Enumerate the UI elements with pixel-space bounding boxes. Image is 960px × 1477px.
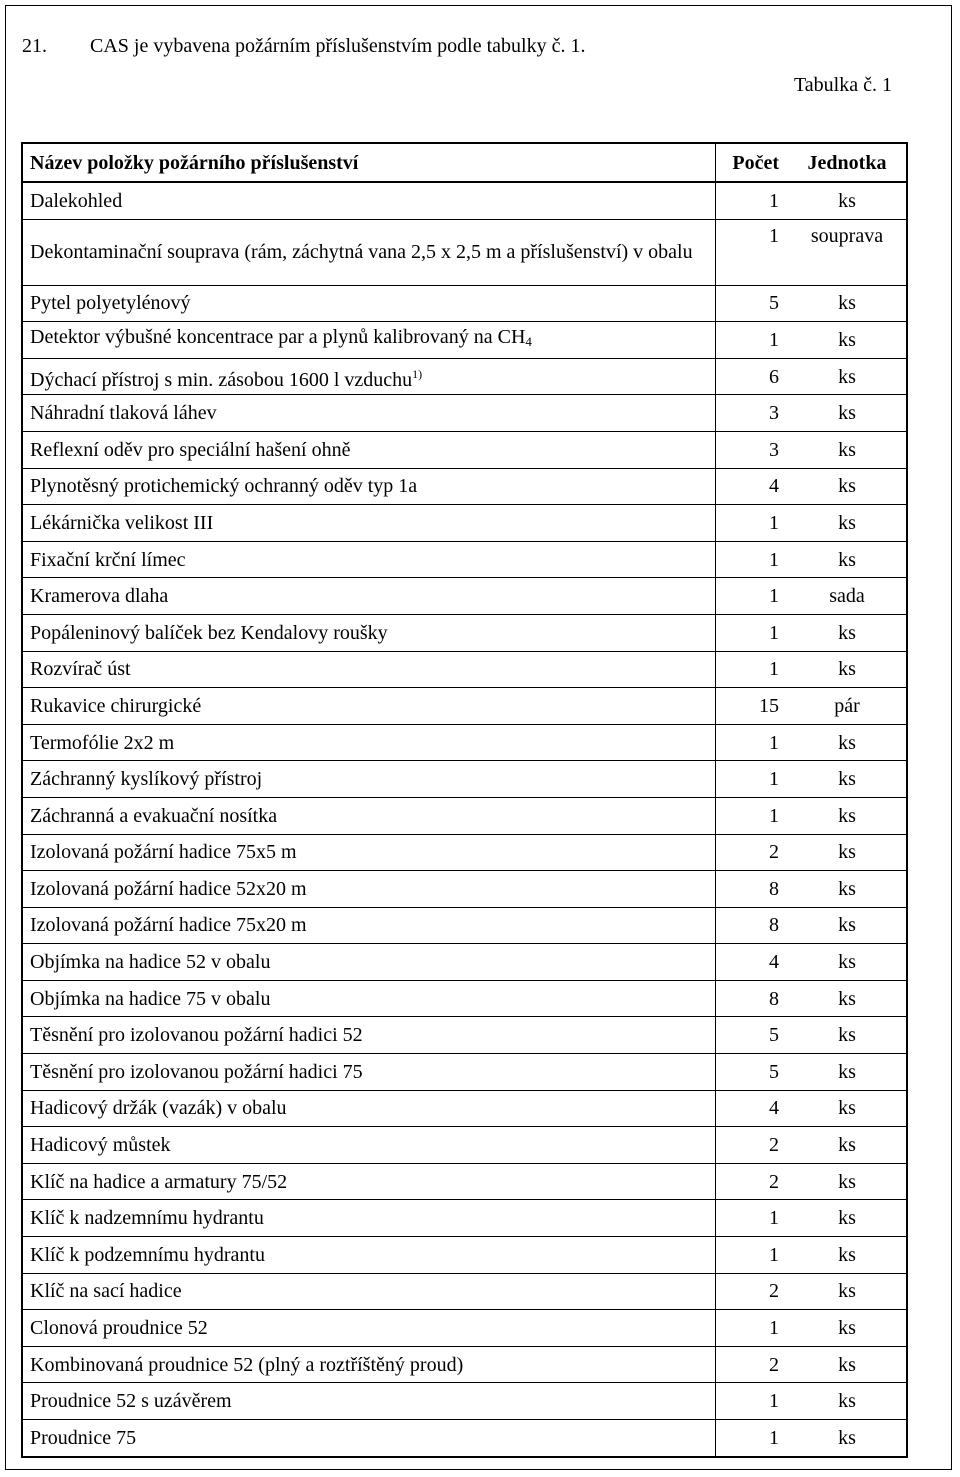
item-count: 1 bbox=[715, 1310, 787, 1347]
item-name bbox=[22, 285, 715, 322]
table-body bbox=[22, 182, 907, 1457]
item-count: 1 bbox=[715, 724, 787, 761]
table-row bbox=[22, 688, 907, 725]
table-row bbox=[22, 1090, 907, 1127]
item-count: 1 bbox=[715, 651, 787, 688]
item-name-suffix: zásobou 1600 l vzduchu bbox=[218, 368, 413, 391]
table-row bbox=[22, 614, 907, 651]
item-unit: ks bbox=[787, 358, 907, 395]
item-count: 15 bbox=[715, 688, 787, 725]
item-name-text: Objímka na hadice 75 v obalu bbox=[30, 987, 271, 1010]
item-unit: ks bbox=[787, 944, 907, 981]
item-name-text: Izolovaná požární hadice 75x20 m bbox=[30, 914, 307, 937]
item-name bbox=[22, 1200, 715, 1237]
table-row bbox=[22, 578, 907, 615]
item-name-text: Kramerova dlaha bbox=[30, 585, 169, 608]
item-name bbox=[22, 468, 715, 505]
item-unit: ks bbox=[787, 182, 907, 219]
item-unit: ks bbox=[787, 1163, 907, 1200]
item-name-text: Rozvírač úst bbox=[30, 658, 131, 681]
item-name-text: Těsnění pro izolovanou požární hadici 75 bbox=[30, 1060, 363, 1083]
item-count: 5 bbox=[715, 285, 787, 322]
table-header-row bbox=[22, 143, 907, 182]
item-unit: ks bbox=[787, 395, 907, 432]
item-count: 2 bbox=[715, 1346, 787, 1383]
item-name bbox=[22, 688, 715, 725]
table-row bbox=[22, 1017, 907, 1054]
item-count: 1 bbox=[715, 1383, 787, 1420]
item-count: 1 bbox=[715, 797, 787, 834]
item-unit: ks bbox=[787, 1127, 907, 1164]
item-count: 2 bbox=[715, 1127, 787, 1164]
item-count: 4 bbox=[715, 468, 787, 505]
table-row bbox=[22, 468, 907, 505]
item-unit: pár bbox=[787, 688, 907, 725]
table-row bbox=[22, 871, 907, 908]
item-name-text: Objímka na hadice 52 v obalu bbox=[30, 951, 271, 974]
item-name bbox=[22, 614, 715, 651]
table-row bbox=[22, 797, 907, 834]
item-unit: ks bbox=[787, 761, 907, 798]
item-name-text: Hadicový můstek bbox=[30, 1134, 171, 1157]
table-row bbox=[22, 1200, 907, 1237]
item-count: 2 bbox=[715, 1163, 787, 1200]
table-row bbox=[22, 1054, 907, 1091]
table-row bbox=[22, 1127, 907, 1164]
item-unit: souprava bbox=[787, 219, 907, 285]
item-name bbox=[22, 1127, 715, 1164]
item-unit: ks bbox=[787, 1237, 907, 1274]
item-name bbox=[22, 505, 715, 542]
item-name-suffix: CH bbox=[497, 326, 526, 349]
item-count: 5 bbox=[715, 1054, 787, 1091]
section-heading bbox=[22, 34, 585, 58]
item-unit: ks bbox=[787, 614, 907, 651]
item-name-text: Reflexní oděv pro speciální hašení ohně bbox=[30, 438, 351, 461]
table-row bbox=[22, 182, 907, 219]
item-count: 6 bbox=[715, 358, 787, 395]
item-count: 1 bbox=[715, 541, 787, 578]
item-name bbox=[22, 358, 715, 395]
item-count: 8 bbox=[715, 980, 787, 1017]
item-footnote-mark: 1) bbox=[412, 366, 423, 381]
table-row bbox=[22, 219, 907, 285]
table-row bbox=[22, 322, 907, 359]
table-row bbox=[22, 1163, 907, 1200]
item-name-text: Fixační krční límec bbox=[30, 548, 186, 571]
item-name-text: Záchranný kyslíkový přístroj bbox=[30, 768, 263, 791]
item-unit: ks bbox=[787, 285, 907, 322]
item-unit: ks bbox=[787, 907, 907, 944]
table-row bbox=[22, 980, 907, 1017]
item-name bbox=[22, 724, 715, 761]
item-name bbox=[22, 1090, 715, 1127]
table-row bbox=[22, 834, 907, 871]
table-row bbox=[22, 358, 907, 395]
item-count: 8 bbox=[715, 907, 787, 944]
item-unit: ks bbox=[787, 797, 907, 834]
header-name: Název položky požárního příslušenství bbox=[22, 143, 715, 182]
item-unit: ks bbox=[787, 1054, 907, 1091]
table-row bbox=[22, 431, 907, 468]
item-name-text: Rukavice chirurgické bbox=[30, 694, 202, 717]
item-unit: ks bbox=[787, 1017, 907, 1054]
item-name-text: Popáleninový balíček bez Kendalovy roušky bbox=[30, 621, 388, 644]
table-row bbox=[22, 1383, 907, 1420]
table-row bbox=[22, 1346, 907, 1383]
item-name-text: Pytel polyetylénový bbox=[30, 292, 191, 315]
item-name-text: Hadicový držák (vazák) v obalu bbox=[30, 1097, 287, 1120]
item-name-text: Klíč na hadice a armatury 75/52 bbox=[30, 1170, 288, 1193]
equipment-table bbox=[21, 142, 908, 1458]
item-name-subscript: 4 bbox=[525, 334, 532, 350]
item-name bbox=[22, 578, 715, 615]
item-name bbox=[22, 322, 715, 359]
item-count: 1 bbox=[715, 578, 787, 615]
item-name-prefix: Detektor výbušné koncentrace par a plynů kalibrovaný na bbox=[30, 326, 493, 349]
section-number: 21. bbox=[22, 35, 47, 57]
item-unit: ks bbox=[787, 834, 907, 871]
item-name bbox=[22, 431, 715, 468]
table-row bbox=[22, 1420, 907, 1457]
item-name bbox=[22, 1346, 715, 1383]
item-name bbox=[22, 1383, 715, 1420]
item-count: 5 bbox=[715, 1017, 787, 1054]
item-name-text: Plynotěsný protichemický ochranný oděv typ 1a bbox=[30, 475, 418, 498]
item-unit: ks bbox=[787, 541, 907, 578]
item-name bbox=[22, 219, 715, 285]
item-unit: sada bbox=[787, 578, 907, 615]
item-name bbox=[22, 834, 715, 871]
item-unit: ks bbox=[787, 1090, 907, 1127]
item-unit: ks bbox=[787, 468, 907, 505]
item-name bbox=[22, 944, 715, 981]
table-row bbox=[22, 724, 907, 761]
item-count: 1 bbox=[715, 219, 787, 285]
item-name-text: Clonová proudnice 52 bbox=[30, 1317, 208, 1340]
item-name-text: Proudnice 75 bbox=[30, 1426, 137, 1449]
item-count: 2 bbox=[715, 1273, 787, 1310]
table-row bbox=[22, 395, 907, 432]
item-unit: ks bbox=[787, 322, 907, 359]
item-name bbox=[22, 980, 715, 1017]
item-name bbox=[22, 761, 715, 798]
item-unit: ks bbox=[787, 871, 907, 908]
item-name-text: Záchranná a evakuační nosítka bbox=[30, 804, 278, 827]
item-name-text: Izolovaná požární hadice 52x20 m bbox=[30, 877, 307, 900]
item-name bbox=[22, 1237, 715, 1274]
table-row bbox=[22, 1273, 907, 1310]
item-name-text: Klíč k podzemnímu hydrantu bbox=[30, 1243, 265, 1266]
item-name bbox=[22, 1420, 715, 1457]
item-name bbox=[22, 395, 715, 432]
item-name bbox=[22, 907, 715, 944]
item-name-text: Izolovaná požární hadice 75x5 m bbox=[30, 841, 297, 864]
table-row bbox=[22, 1310, 907, 1347]
header-count: Počet bbox=[715, 143, 787, 182]
table-row bbox=[22, 761, 907, 798]
item-name bbox=[22, 651, 715, 688]
item-unit: ks bbox=[787, 1310, 907, 1347]
table-row bbox=[22, 651, 907, 688]
item-unit: ks bbox=[787, 980, 907, 1017]
item-name-text: Termofólie 2x2 m bbox=[30, 731, 175, 754]
item-name bbox=[22, 1054, 715, 1091]
item-unit: ks bbox=[787, 1383, 907, 1420]
item-name bbox=[22, 541, 715, 578]
item-name-prefix: Dýchací přístroj s min. bbox=[30, 368, 214, 391]
item-name bbox=[22, 1310, 715, 1347]
item-count: 1 bbox=[715, 761, 787, 798]
item-name bbox=[22, 1273, 715, 1310]
table-row bbox=[22, 1237, 907, 1274]
item-name-text: Proudnice 52 s uzávěrem bbox=[30, 1390, 232, 1413]
item-name bbox=[22, 871, 715, 908]
item-unit: ks bbox=[787, 724, 907, 761]
item-count: 8 bbox=[715, 871, 787, 908]
item-name bbox=[22, 182, 715, 219]
item-name-text: Klíč k nadzemnímu hydrantu bbox=[30, 1207, 264, 1230]
item-unit: ks bbox=[787, 1346, 907, 1383]
item-name-text: Kombinovaná proudnice 52 (plný a roztříštěný proud) bbox=[30, 1353, 464, 1376]
table-row bbox=[22, 944, 907, 981]
item-name-text: Klíč na sací hadice bbox=[30, 1280, 182, 1303]
item-name-text: Dekontaminační souprava (rám, záchytná vana 2,5 x 2,5 m a příslušenství) v obalu bbox=[30, 241, 693, 264]
item-count: 1 bbox=[715, 1420, 787, 1457]
item-unit: ks bbox=[787, 505, 907, 542]
table-row bbox=[22, 285, 907, 322]
item-count: 1 bbox=[715, 182, 787, 219]
table-row bbox=[22, 505, 907, 542]
item-name-text: Lékárnička velikost III bbox=[30, 511, 214, 534]
item-count: 1 bbox=[715, 505, 787, 542]
item-name bbox=[22, 1017, 715, 1054]
item-count: 4 bbox=[715, 944, 787, 981]
item-count: 1 bbox=[715, 1200, 787, 1237]
header-unit: Jednotka bbox=[787, 143, 907, 182]
item-name-text: Náhradní tlaková láhev bbox=[30, 402, 217, 425]
item-unit: ks bbox=[787, 1420, 907, 1457]
item-name-text: Dalekohled bbox=[30, 189, 123, 212]
item-unit: ks bbox=[787, 1273, 907, 1310]
item-unit: ks bbox=[787, 1200, 907, 1237]
item-count: 1 bbox=[715, 614, 787, 651]
item-count: 1 bbox=[715, 322, 787, 359]
item-name-text: Těsnění pro izolovanou požární hadici 52 bbox=[30, 1024, 363, 1047]
table-row bbox=[22, 907, 907, 944]
item-name bbox=[22, 1163, 715, 1200]
item-unit: ks bbox=[787, 431, 907, 468]
item-count: 3 bbox=[715, 431, 787, 468]
item-count: 4 bbox=[715, 1090, 787, 1127]
item-count: 2 bbox=[715, 834, 787, 871]
item-count: 1 bbox=[715, 1237, 787, 1274]
item-count: 3 bbox=[715, 395, 787, 432]
item-unit: ks bbox=[787, 651, 907, 688]
table-caption: Tabulka č. 1 bbox=[793, 74, 892, 96]
item-name bbox=[22, 797, 715, 834]
table-row bbox=[22, 541, 907, 578]
section-text: CAS je vybavena požárním příslušenstvím podle tabulky č. 1. bbox=[90, 35, 586, 57]
